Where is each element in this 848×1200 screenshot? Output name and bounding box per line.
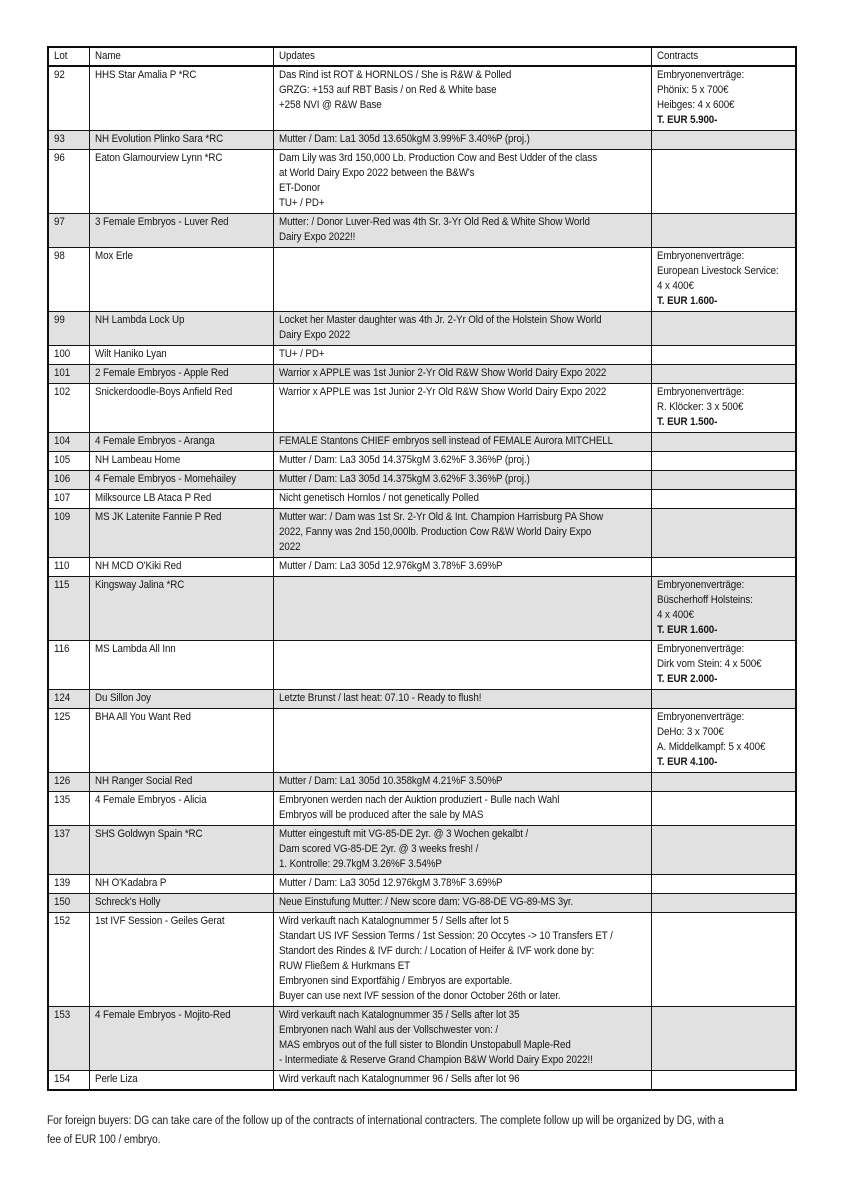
lot-number: 139 (54, 877, 71, 889)
name-cell (89, 826, 273, 875)
contracts-cell (651, 577, 796, 641)
contracts-cell (651, 913, 796, 1007)
animal-name: NH Ranger Social Red (94, 775, 192, 787)
lot-number: 115 (54, 579, 70, 591)
name-cell (89, 1071, 273, 1091)
contract-total-line: T. EUR 1.500- (656, 416, 717, 428)
updates-cell (273, 214, 651, 248)
lot-cell (48, 1071, 89, 1091)
animal-name: Milksource LB Ataca P Red (94, 492, 211, 504)
cell-line: Mutter / Dam: La3 305d 12.976kgM 3.78%F 3.69%P (278, 560, 502, 572)
cell-line: Embryonenverträge: (656, 643, 744, 655)
updates-cell (273, 471, 651, 490)
cell-line: DeHo: 3 x 700€ (656, 726, 724, 738)
lot-cell (48, 894, 89, 913)
cell-line: 4 x 400€ (656, 280, 694, 292)
contracts-cell (651, 826, 796, 875)
column-header-contracts-label: Contracts (656, 50, 698, 62)
contracts-cell (651, 346, 796, 365)
lot-cell (48, 471, 89, 490)
table-row (48, 365, 796, 384)
cell-line: TU+ / PD+ (278, 348, 324, 360)
animal-name: NH Lambeau Home (94, 454, 180, 466)
cell-line: Warrior x APPLE was 1st Junior 2-Yr Old R&W Show World Dairy Expo 2022 (278, 367, 606, 379)
column-header-lot (48, 47, 89, 66)
cell-line: 4 x 400€ (656, 609, 694, 621)
updates-cell (273, 690, 651, 709)
name-cell (89, 452, 273, 471)
cell-line: Embryonen nach Wahl aus der Vollschwester von: / (278, 1024, 498, 1036)
lot-cell (48, 131, 89, 150)
updates-cell (273, 346, 651, 365)
lot-table (47, 46, 797, 1091)
animal-name: Perle Liza (94, 1073, 138, 1085)
lot-number: 150 (54, 896, 71, 908)
lot-number: 92 (54, 69, 65, 81)
lot-number: 107 (54, 492, 71, 504)
updates-cell (273, 1007, 651, 1071)
cell-line: Dirk vom Stein: 4 x 500€ (656, 658, 762, 670)
contracts-cell (651, 471, 796, 490)
cell-line: Das Rind ist ROT & HORNLOS / She is R&W & Polled (278, 69, 511, 81)
animal-name: Eaton Glamourview Lynn *RC (94, 152, 222, 164)
footer-note (47, 1112, 807, 1150)
table-row (48, 558, 796, 577)
contracts-cell (651, 792, 796, 826)
table-row (48, 384, 796, 433)
animal-name: Wilt Haniko Lyan (94, 348, 167, 360)
table-row (48, 509, 796, 558)
lot-cell (48, 792, 89, 826)
lot-number: 104 (54, 435, 71, 447)
lot-cell (48, 558, 89, 577)
cell-line: Mutter war: / Dam was 1st Sr. 2-Yr Old & Int. Champion Harrisburg PA Show (278, 511, 603, 523)
name-cell (89, 690, 273, 709)
updates-cell (273, 365, 651, 384)
lot-table-body (48, 66, 796, 1090)
lot-cell (48, 690, 89, 709)
cell-line: Nicht genetisch Hornlos / not genetically Polled (278, 492, 479, 504)
animal-name: 4 Female Embryos - Alicia (94, 794, 206, 806)
updates-cell (273, 792, 651, 826)
table-row (48, 894, 796, 913)
lot-cell (48, 365, 89, 384)
lot-cell (48, 346, 89, 365)
table-row (48, 1071, 796, 1091)
contracts-cell (651, 131, 796, 150)
footer-note-line-1: For foreign buyers: DG can take care of the follow up of the contracts of international contracters. The complete follow up will be organized by DG, with a (47, 1115, 724, 1127)
header-row (48, 47, 796, 66)
animal-name: MS JK Latenite Fannie P Red (94, 511, 221, 523)
updates-cell (273, 641, 651, 690)
cell-line: Mutter eingestuft mit VG-85-DE 2yr. @ 3 Wochen gekalbt / (278, 828, 528, 840)
lot-cell (48, 577, 89, 641)
updates-cell (273, 709, 651, 773)
cell-line: Embryonen werden nach der Auktion produziert - Bulle nach Wahl (278, 794, 559, 806)
cell-line: Standort des Rindes & IVF durch: / Location of Heifer & IVF work done by: (278, 945, 594, 957)
contract-total-line: T. EUR 2.000- (656, 673, 717, 685)
table-row (48, 773, 796, 792)
contracts-cell (651, 709, 796, 773)
cell-line: Warrior x APPLE was 1st Junior 2-Yr Old R&W Show World Dairy Expo 2022 (278, 386, 606, 398)
lot-cell (48, 913, 89, 1007)
cell-line: Embryonenverträge: (656, 711, 744, 723)
cell-line: Embryonenverträge: (656, 250, 744, 262)
cell-line: Neue Einstufung Mutter: / New score dam: VG-88-DE VG-89-MS 3yr. (278, 896, 573, 908)
cell-line: Embryonenverträge: (656, 579, 744, 591)
cell-line: MAS embryos out of the full sister to Blondin Unstopabull Maple-Red (278, 1039, 571, 1051)
cell-line: Mutter / Dam: La1 305d 13.650kgM 3.99%F 3.40%P (proj.) (278, 133, 530, 145)
updates-cell (273, 312, 651, 346)
updates-cell (273, 150, 651, 214)
name-cell (89, 875, 273, 894)
contracts-cell (651, 384, 796, 433)
updates-cell (273, 131, 651, 150)
contracts-cell (651, 452, 796, 471)
table-row (48, 875, 796, 894)
cell-line: A. Middelkampf: 5 x 400€ (656, 741, 765, 753)
animal-name: MS Lambda All Inn (94, 643, 176, 655)
contracts-cell (651, 773, 796, 792)
name-cell (89, 792, 273, 826)
animal-name: 1st IVF Session - Geiles Gerat (94, 915, 225, 927)
name-cell (89, 773, 273, 792)
contracts-cell (651, 365, 796, 384)
cell-line: R. Klöcker: 3 x 500€ (656, 401, 743, 413)
name-cell (89, 577, 273, 641)
cell-line: Büscherhoff Holsteins: (656, 594, 753, 606)
cell-line: RUW Fließem & Hurkmans ET (278, 960, 410, 972)
lot-cell (48, 826, 89, 875)
updates-cell (273, 433, 651, 452)
lot-number: 125 (54, 711, 71, 723)
name-cell (89, 641, 273, 690)
lot-cell (48, 509, 89, 558)
contracts-cell (651, 66, 796, 131)
lot-cell (48, 150, 89, 214)
updates-cell (273, 894, 651, 913)
lot-number: 96 (54, 152, 65, 164)
lot-cell (48, 452, 89, 471)
cell-line: Mutter / Dam: La3 305d 12.976kgM 3.78%F 3.69%P (278, 877, 502, 889)
animal-name: SHS Goldwyn Spain *RC (94, 828, 203, 840)
name-cell (89, 490, 273, 509)
table-row (48, 214, 796, 248)
contracts-cell (651, 509, 796, 558)
cell-line: ET-Donor (278, 182, 320, 194)
animal-name: Snickerdoodle-Boys Anfield Red (94, 386, 232, 398)
lot-number: 105 (54, 454, 71, 466)
updates-cell (273, 875, 651, 894)
contracts-cell (651, 433, 796, 452)
cell-line: Letzte Brunst / last heat: 07.10 - Ready to flush! (278, 692, 481, 704)
name-cell (89, 558, 273, 577)
lot-cell (48, 1007, 89, 1071)
animal-name: NH Evolution Plinko Sara *RC (94, 133, 223, 145)
name-cell (89, 509, 273, 558)
updates-cell (273, 66, 651, 131)
column-header-contracts (651, 47, 796, 66)
lot-cell (48, 312, 89, 346)
lot-cell (48, 709, 89, 773)
lot-number: 97 (54, 216, 65, 228)
name-cell (89, 471, 273, 490)
cell-line: Dairy Expo 2022!! (278, 231, 355, 243)
cell-line: TU+ / PD+ (278, 197, 324, 209)
table-row (48, 826, 796, 875)
lot-number: 98 (54, 250, 65, 262)
name-cell (89, 365, 273, 384)
animal-name: 4 Female Embryos - Aranga (94, 435, 215, 447)
name-cell (89, 433, 273, 452)
animal-name: NH MCD O'Kiki Red (94, 560, 181, 572)
updates-cell (273, 826, 651, 875)
lot-number: 99 (54, 314, 65, 326)
cell-line: Buyer can use next IVF session of the donor October 26th or later. (278, 990, 560, 1002)
contract-total-line: T. EUR 5.900- (656, 114, 717, 126)
table-row (48, 471, 796, 490)
cell-line: Dairy Expo 2022 (278, 329, 350, 341)
name-cell (89, 1007, 273, 1071)
name-cell (89, 384, 273, 433)
table-row (48, 490, 796, 509)
lot-number: 135 (54, 794, 71, 806)
lot-number: 126 (54, 775, 71, 787)
contracts-cell (651, 312, 796, 346)
lot-cell (48, 875, 89, 894)
lot-cell (48, 248, 89, 312)
lot-number: 124 (54, 692, 71, 704)
contract-total-line: T. EUR 1.600- (656, 295, 717, 307)
column-header-updates-label: Updates (278, 50, 315, 62)
updates-cell (273, 577, 651, 641)
name-cell (89, 66, 273, 131)
animal-name: NH Lambda Lock Up (94, 314, 184, 326)
column-header-name (89, 47, 273, 66)
updates-cell (273, 452, 651, 471)
updates-cell (273, 913, 651, 1007)
cell-line: 1. Kontrolle: 29.7kgM 3.26%F 3.54%P (278, 858, 442, 870)
cell-line: Heibges: 4 x 600€ (656, 99, 734, 111)
table-row (48, 248, 796, 312)
cell-line: FEMALE Stantons CHIEF embryos sell instead of FEMALE Aurora MITCHELL (278, 435, 613, 447)
table-row (48, 690, 796, 709)
cell-line: Wird verkauft nach Katalognummer 96 / Sells after lot 96 (278, 1073, 519, 1085)
table-row (48, 709, 796, 773)
cell-line: - Intermediate & Reserve Grand Champion B&W World Dairy Expo 2022!! (278, 1054, 593, 1066)
cell-line: Phönix: 5 x 700€ (656, 84, 729, 96)
updates-cell (273, 490, 651, 509)
cell-line: +258 NVI @ R&W Base (278, 99, 382, 111)
lot-number: 110 (54, 560, 70, 572)
cell-line: Embryos will be produced after the sale by MAS (278, 809, 483, 821)
lot-cell (48, 641, 89, 690)
animal-name: NH O'Kadabra P (94, 877, 166, 889)
animal-name: Du Sillon Joy (94, 692, 151, 704)
lot-number: 93 (54, 133, 65, 145)
updates-cell (273, 384, 651, 433)
contracts-cell (651, 641, 796, 690)
table-row (48, 1007, 796, 1071)
contract-total-line: T. EUR 4.100- (656, 756, 717, 768)
table-row (48, 131, 796, 150)
animal-name: 2 Female Embryos - Apple Red (94, 367, 229, 379)
name-cell (89, 894, 273, 913)
table-row (48, 346, 796, 365)
cell-line: Standart US IVF Session Terms / 1st Session: 20 Occytes -> 10 Transfers ET / (278, 930, 613, 942)
table-row (48, 312, 796, 346)
cell-line: Mutter / Dam: La1 305d 10.358kgM 4.21%F 3.50%P (278, 775, 502, 787)
animal-name: HHS Star Amalia P *RC (94, 69, 196, 81)
name-cell (89, 346, 273, 365)
column-header-updates (273, 47, 651, 66)
cell-line: Wird verkauft nach Katalognummer 35 / Sells after lot 35 (278, 1009, 519, 1021)
lot-cell (48, 66, 89, 131)
updates-cell (273, 558, 651, 577)
name-cell (89, 312, 273, 346)
lot-table-header (48, 47, 796, 66)
contracts-cell (651, 1071, 796, 1091)
table-row (48, 66, 796, 131)
updates-cell (273, 248, 651, 312)
lot-number: 109 (54, 511, 71, 523)
name-cell (89, 709, 273, 773)
cell-line: Mutter: / Donor Luver-Red was 4th Sr. 3-Yr Old Red & White Show World (278, 216, 590, 228)
cell-line: at World Dairy Expo 2022 between the B&W's (278, 167, 474, 179)
column-header-name-label: Name (94, 50, 121, 62)
lot-cell (48, 384, 89, 433)
lot-cell (48, 214, 89, 248)
cell-line: Wird verkauft nach Katalognummer 5 / Sells after lot 5 (278, 915, 509, 927)
cell-line: 2022, Fanny was 2nd 150,000lb. Production Cow R&W World Dairy Expo (278, 526, 591, 538)
table-row (48, 792, 796, 826)
contracts-cell (651, 150, 796, 214)
cell-line: Mutter / Dam: La3 305d 14.375kgM 3.62%F 3.36%P (proj.) (278, 473, 530, 485)
lot-number: 153 (54, 1009, 71, 1021)
lot-cell (48, 433, 89, 452)
table-row (48, 913, 796, 1007)
updates-cell (273, 773, 651, 792)
table-row (48, 433, 796, 452)
column-header-lot-label: Lot (54, 50, 68, 62)
lot-number: 137 (54, 828, 71, 840)
lot-number: 154 (54, 1073, 71, 1085)
lot-number: 102 (54, 386, 71, 398)
cell-line: Embryonen sind Exportfähig / Embryos are exportable. (278, 975, 512, 987)
animal-name: Schreck's Holly (94, 896, 160, 908)
name-cell (89, 131, 273, 150)
table-row (48, 150, 796, 214)
name-cell (89, 913, 273, 1007)
name-cell (89, 150, 273, 214)
contracts-cell (651, 1007, 796, 1071)
contracts-cell (651, 690, 796, 709)
lot-number: 101 (54, 367, 71, 379)
contracts-cell (651, 490, 796, 509)
cell-line: Embryonenverträge: (656, 386, 744, 398)
contracts-cell (651, 558, 796, 577)
animal-name: 4 Female Embryos - Mojito-Red (94, 1009, 231, 1021)
table-row (48, 452, 796, 471)
animal-name: Kingsway Jalina *RC (94, 579, 184, 591)
contracts-cell (651, 248, 796, 312)
contracts-cell (651, 214, 796, 248)
lot-number: 116 (54, 643, 70, 655)
animal-name: 3 Female Embryos - Luver Red (94, 216, 229, 228)
footer-note-line-2: fee of EUR 100 / embryo. (47, 1134, 161, 1146)
animal-name: 4 Female Embryos - Momehailey (94, 473, 236, 485)
cell-line: Dam scored VG-85-DE 2yr. @ 3 weeks fresh! / (278, 843, 478, 855)
cell-line: European Livestock Service: (656, 265, 779, 277)
cell-line: Locket her Master daughter was 4th Jr. 2-Yr Old of the Holstein Show World (278, 314, 601, 326)
cell-line: Embryonenverträge: (656, 69, 744, 81)
updates-cell (273, 509, 651, 558)
cell-line: GRZG: +153 auf RBT Basis / on Red & White base (278, 84, 496, 96)
contracts-cell (651, 875, 796, 894)
cell-line: Dam Lily was 3rd 150,000 Lb. Production Cow and Best Udder of the class (278, 152, 597, 164)
table-row (48, 577, 796, 641)
name-cell (89, 248, 273, 312)
cell-line: Mutter / Dam: La3 305d 14.375kgM 3.62%F 3.36%P (proj.) (278, 454, 530, 466)
lot-number: 152 (54, 915, 71, 927)
table-row (48, 641, 796, 690)
contracts-cell (651, 894, 796, 913)
updates-cell (273, 1071, 651, 1091)
animal-name: BHA All You Want Red (94, 711, 191, 723)
lot-cell (48, 490, 89, 509)
lot-number: 100 (54, 348, 71, 360)
cell-line: 2022 (278, 541, 300, 553)
lot-cell (48, 773, 89, 792)
name-cell (89, 214, 273, 248)
animal-name: Mox Erle (94, 250, 133, 262)
lot-number: 106 (54, 473, 71, 485)
contract-total-line: T. EUR 1.600- (656, 624, 717, 636)
